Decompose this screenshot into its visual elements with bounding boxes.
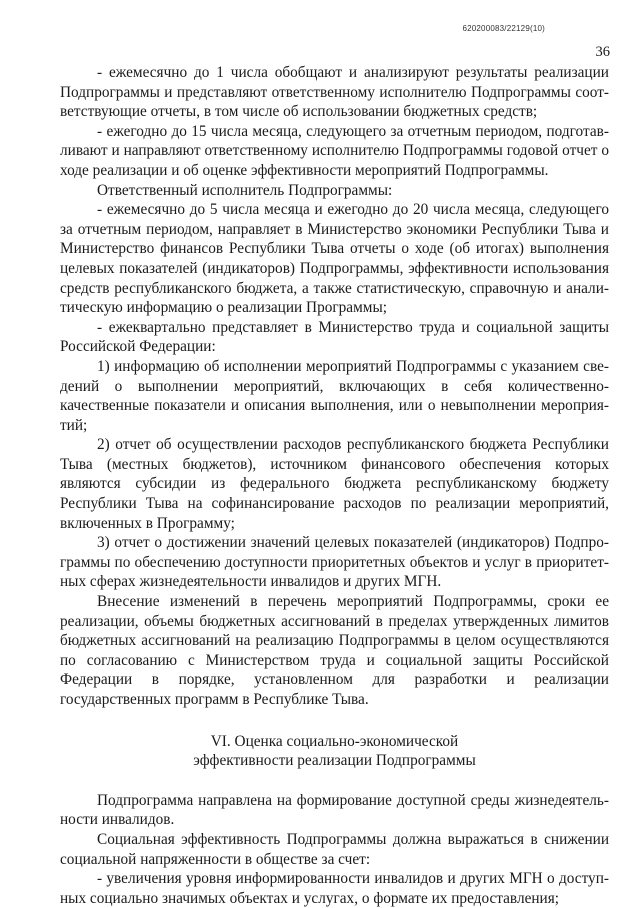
paragraph: Внесение изменений в перечень мероприятий Подпрограммы, сроки ее реализации, объемы бюджетных ассигнований в пределах утвержденных лимитов бюджетных ассигнований на реализацию Подпрограммы в целом осуществляются по согласованию с Министерством труда и социальной защиты Российской Федерации в порядке, установленном для разработки и реализации государственных программ в Республике Тыва. [60,593,609,708]
section-heading-line: VI. Оценка социально-экономической [210,732,459,750]
document-code: 620200083/22129(10) [462,24,545,33]
paragraph: - ежемесячно до 1 числа обобщают и анализируют результаты реализации Подпрограммы и представляют ответственному исполнителю Подпрограммы соответствующие отчеты, в том числе об использовании бюджетных средств; [60,64,609,121]
paragraph: - ежегодно до 15 числа месяца, следующего за отчетным периодом, подготавливают и направляют ответственному исполнителю Подпрограммы годовой отчет о ходе реализации и об оценке эффективности мероприятий Подпрограммы. [60,122,609,179]
section-heading [60,732,609,771]
list-item: 1) информацию об исполнении мероприятий Подпрограммы с указанием сведений о выполнении мероприятий, включающих в себя количественно-качественные показатели и описания выполнения, или о невыполнении мероприятий; [60,357,609,434]
list-item: 2) отчет об осуществлении расходов республиканского бюджета Республики Тыва (местных бюджетов), источником финансового обеспечения которых являются субсидии из федерального бюджета республиканскому бюджету Республики Тыва на софинансирование расходов по реализации мероприятий, включенных в Программу; [60,436,609,532]
document-body [60,63,609,908]
paragraph: Социальная эффективность Подпрограммы должна выражаться в снижении социальной напряженности в обществе за счет: [60,830,609,868]
paragraph: - ежеквартально представляет в Министерство труда и социальной защиты Российской Федерации: [60,318,609,356]
paragraph: - ежемесячно до 5 числа месяца и ежегодно до 20 числа месяца, следующего за отчетным периодом, направляет в Министерство экономики Республики Тыва и Министерство финансов Республики Тыва отчеты о ходе (об итогах) выполнения целевых показателей (индикаторов) Подпрограммы, эффективности использования средств республиканского бюджета, а также статистическую, справочную и аналитическую информацию о реализации Программы; [60,201,609,317]
paragraph: - увеличения уровня информированности инвалидов и других МГН о доступных социально значимых объектах и услугах, о формате их предоставления; [60,870,609,907]
paragraph: Подпрограмма направлена на формирование доступной среды жизнедеятельности инвалидов. [60,791,609,829]
section-heading-line: эффективности реализации Подпрограммы [193,752,476,770]
page-number: 36 [595,44,610,60]
list-item: 3) отчет о достижении значений целевых показателей (индикаторов) Подпрограммы по обеспечению доступности приоритетных объектов и услуг в приоритетных сферах жизнедеятельности инвалидов и других МГН. [60,534,609,591]
paragraph: Ответственный исполнитель Подпрограммы: [97,181,393,199]
